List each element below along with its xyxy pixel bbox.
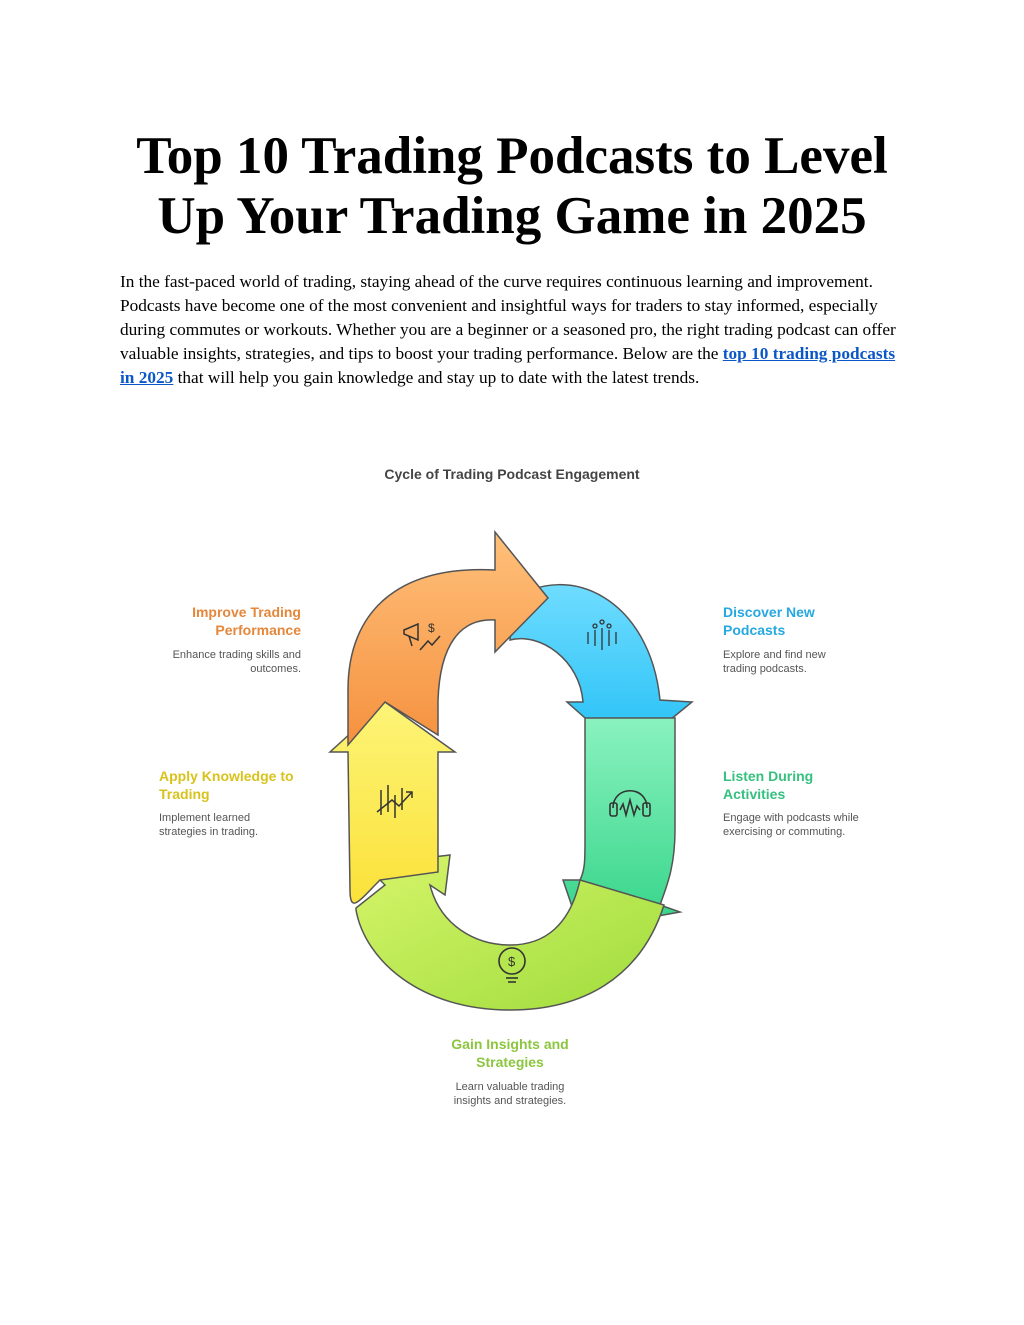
step-discover-title: [723, 603, 815, 639]
step-improve-desc-line2: outcomes.: [250, 663, 301, 675]
page-title: Top 10 Trading Podcasts to Level Up Your Trading Game in 2025: [136, 127, 888, 245]
step-gain-desc: [410, 1080, 610, 1108]
step-improve-desc-line1: Enhance trading skills and: [172, 649, 301, 661]
step-improve-desc: [101, 648, 301, 676]
step-gain-desc-line1: Learn valuable trading: [455, 1081, 565, 1093]
step-listen-desc-line1: Engage with podcasts while: [723, 812, 859, 824]
step-improve-title-line2: Performance: [215, 622, 301, 638]
step-apply-desc-line1: Implement learned: [159, 812, 251, 824]
top-podcasts-link[interactable]: top 10 trading podcasts in 2025: [120, 344, 896, 387]
step-listen-title: [723, 767, 813, 803]
intro-text-start: In the fast-paced world of trading, staying ahead of the curve requires continuous learning and improvement. Podcasts have become one of the most convenient and insightful ways for traders to stay informed, especially during commutes or workouts. Whether you are a beginner or a seasoned pro, the right trading podcast can offer valuable insights, strategies, and tips to boost your trading performance. Below are the: [120, 272, 896, 363]
step-apply-desc: [159, 811, 258, 839]
svg-text:$: $: [508, 954, 516, 969]
step-apply-title: [159, 767, 294, 803]
step-discover-desc-line2: trading podcasts.: [723, 663, 807, 675]
step-listen-title-line2: Activities: [723, 786, 786, 802]
step-discover-desc: [723, 648, 826, 676]
step-gain-title-line2: Strategies: [476, 1054, 544, 1070]
intro-text-end: that will help you gain knowledge and stay up to date with the latest trends.: [173, 368, 700, 387]
step-discover-desc-line1: Explore and find new: [723, 649, 826, 661]
step-listen-desc-line2: exercising or commuting.: [723, 826, 846, 838]
step-listen-desc: [723, 811, 859, 839]
step-gain-title: [410, 1035, 610, 1071]
svg-text:$: $: [428, 621, 435, 635]
step-discover-title-line2: Podcasts: [723, 622, 786, 638]
step-improve-title-line1: Improve Trading: [192, 604, 301, 620]
diagram-title: Cycle of Trading Podcast Engagement: [384, 466, 640, 482]
step-gain-desc-line2: insights and strategies.: [453, 1095, 567, 1107]
step-listen-title-line1: Listen During: [723, 768, 814, 784]
step-apply-title-line1: Apply Knowledge to: [159, 768, 294, 784]
step-improve-title: [101, 603, 301, 639]
step-apply-title-line2: Trading: [159, 786, 210, 802]
step-discover-title-line1: Discover New: [723, 604, 815, 620]
step-gain-title-line1: Gain Insights and: [451, 1036, 569, 1052]
step-apply-desc-line2: strategies in trading.: [159, 826, 259, 838]
